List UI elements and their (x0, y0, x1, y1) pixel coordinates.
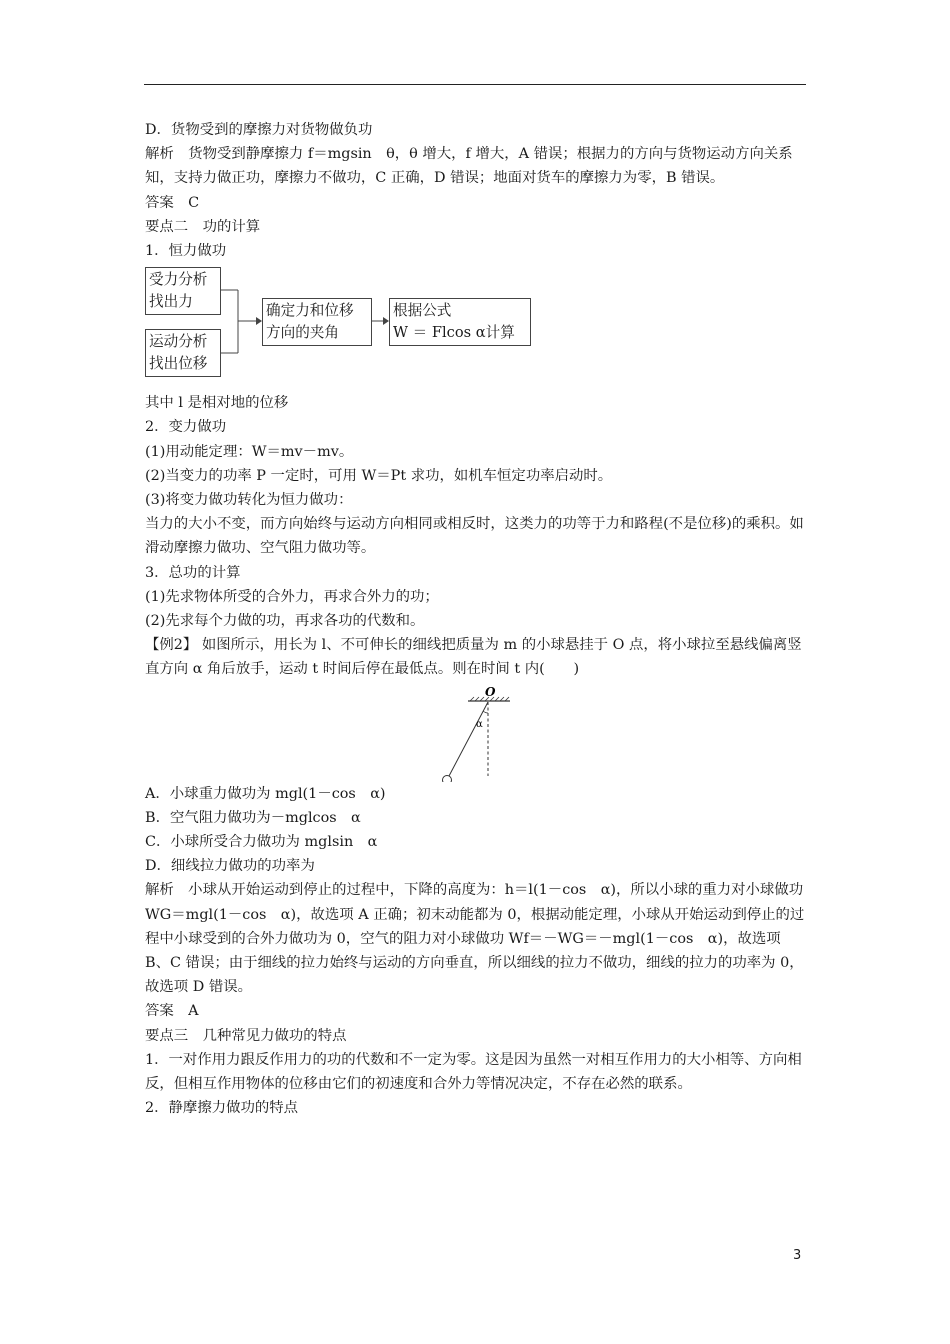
subheading-constant-force: 1．恒力做功 (145, 243, 227, 260)
choice-a: A．小球重力做功为 mgl(1－cos α) (145, 785, 386, 802)
option-d-text: D．货物受到的摩擦力对货物做负功 (145, 122, 373, 138)
pendulum-diagram (145, 682, 807, 782)
box-motion-analysis: 运动分析 找出位移 (145, 329, 221, 377)
subheading-variable-force: 2．变力做功 (145, 419, 227, 436)
point-2: 2．静摩擦力做功的特点 (145, 1100, 299, 1117)
answer-1: 答案 C (145, 194, 200, 211)
choice-c: C．小球所受合力做功为 mglsin α (145, 834, 378, 851)
work-flowchart (145, 265, 807, 387)
header-rule (144, 84, 806, 85)
answer-2: 答案 A (145, 1003, 199, 1020)
method-1: (1)用动能定理：W＝mv－mv。 (145, 443, 354, 460)
total-work-1: (1)先求物体所受的合外力，再求合外力的功； (145, 588, 439, 605)
choice-b: B．空气阻力做功为－mglcos α (145, 809, 361, 826)
page-body (145, 118, 807, 1121)
displacement-note: 其中 l 是相对地的位移 (145, 395, 289, 412)
box-force-analysis: 受力分析 找出力 (145, 267, 221, 315)
method-3-detail: 当力的大小不变，而方向始终与运动方向相同或相反时，这类力的功等于力和路程(不是位移)的乘积。如滑动摩擦力做功、空气阻力做功等。 (145, 516, 804, 557)
analysis-paragraph-1: 解析 货物受到静摩擦力 f＝mgsin θ，θ 增大，f 增大，A 错误；根据力的方向与货物运动方向关系知，支持力做正功，摩擦力不做功，C 正确，D 错误；地面对货车的摩擦力为零，B 错误。 (145, 146, 793, 187)
method-3: (3)将变力做功转化为恒力做功： (145, 492, 353, 509)
section-heading-2: 要点二 功的计算 (145, 218, 261, 235)
section-heading-3: 要点三 几种常见力做功的特点 (145, 1027, 347, 1044)
pendulum-figure (145, 682, 807, 782)
choice-d: D．细线拉力做功的功率为 (145, 858, 315, 875)
pendulum-ball (443, 775, 452, 782)
total-work-2: (2)先求每个力做的功，再求各功的代数和。 (145, 613, 425, 630)
angle-label: α (476, 718, 483, 730)
method-2: (2)当变力的功率 P 一定时，可用 W＝Pt 求功，如机车恒定功率启动时。 (145, 467, 613, 484)
angle-arc (483, 711, 488, 713)
subheading-total-work: 3．总功的计算 (145, 564, 241, 581)
analysis-paragraph-2: 解析 小球从开始运动到停止的过程中，下降的高度为：h＝l(1－cos α)，所以小球的重力对小球做功 WG＝mgl(1－cos α)，故选项 A 正确；初末动能都为 0，根据动能定理，小球从开始运动到停止的过程中小球受到的合外力做功为 0，空气的阻力对小球做功 Wf＝－WG＝－mgl(1－cos α)，故选项 B、C 错误；由于细线的拉力始终与运动的方向垂直，所以细线的拉力不做功，细线的拉力的功率为 0，故选项 D 错误。 (145, 882, 805, 996)
pendulum-string (449, 702, 488, 776)
point-1: 1．一对作用力跟反作用力的功的代数和不一定为零。这是因为虽然一对相互作用力的大小相等、方向相反，但相互作用物体的位移由它们的初速度和合外力等情况决定，不存在必然的联系。 (145, 1051, 802, 1093)
page-number: 3 (793, 1248, 802, 1263)
pivot-label: O (485, 684, 496, 699)
example-2-question: 【例2】 如图所示，用长为 l、不可伸长的细线把质量为 m 的小球悬挂于 O 点，将小球拉至悬线偏离竖直方向 α 角后放手，运动 t 时间后停在最低点。则在时间 t 内( ) (145, 637, 802, 678)
box-formula: 根据公式 W ＝ Flcos α计算 (389, 298, 531, 346)
box-determine-angle: 确定力和位移 方向的夹角 (262, 298, 372, 346)
